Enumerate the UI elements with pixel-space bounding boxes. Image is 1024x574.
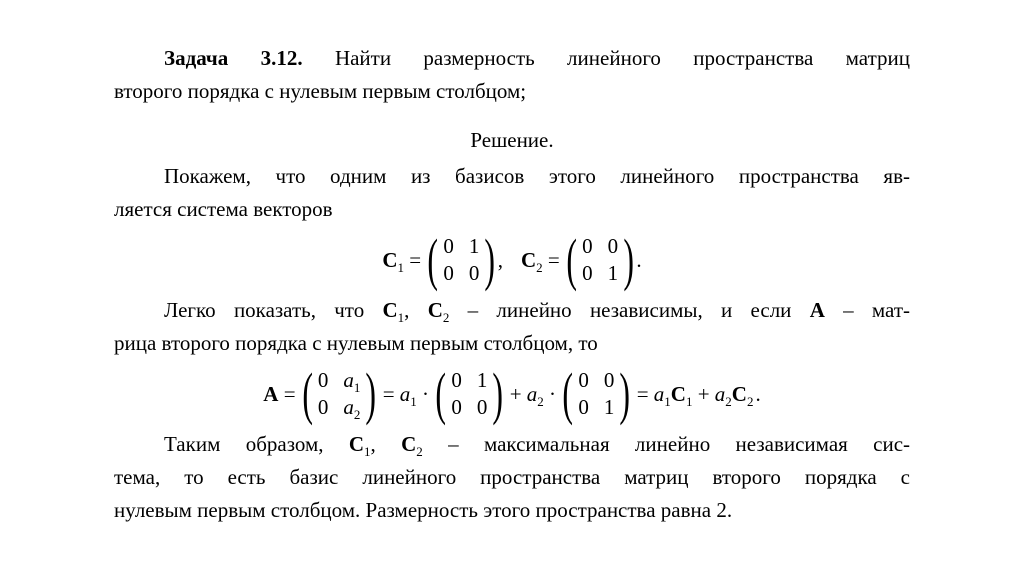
matrix-cell: 0 bbox=[578, 368, 589, 392]
period: . bbox=[636, 247, 642, 272]
matrix-left-paren: ( bbox=[566, 227, 577, 292]
matrix-cell: 0 bbox=[468, 261, 480, 285]
matrix-right-paren: ) bbox=[484, 227, 496, 292]
basis-paragraph-line-2: ляется система векторов bbox=[114, 197, 333, 221]
formula-expansion bbox=[114, 361, 910, 427]
period: . bbox=[755, 381, 761, 406]
conclusion-line-3: нулевым первым столбцом. Размерность этого пространства равна 2. bbox=[114, 498, 733, 522]
matrix-right-paren: ) bbox=[492, 361, 504, 426]
basis-paragraph-line-1: Покажем, что одним из базисов этого линейного пространства яв- bbox=[164, 164, 910, 188]
problem-statement-line-1: Задача 3.12. Найти размерность линейного пространства матриц bbox=[164, 46, 910, 70]
c2-equals: $C_2$ = bbox=[521, 247, 560, 275]
matrix-right-paren: ) bbox=[619, 361, 631, 426]
formula-basis-vectors bbox=[114, 227, 910, 293]
c1-equals: $C_1$ = bbox=[382, 247, 422, 275]
problem-statement-line-2: второго порядка с нулевым первым столбцом; bbox=[114, 79, 527, 103]
matrix-cell: 0 bbox=[451, 368, 462, 392]
equals-a1-times: = $a_1$ · bbox=[382, 381, 430, 409]
matrix-c2 bbox=[566, 227, 635, 292]
matrix-left-paren: ( bbox=[435, 361, 447, 426]
matrix-cell: 0 bbox=[582, 261, 593, 285]
matrix-left-paren: ( bbox=[427, 227, 439, 292]
matrix-c1-cells bbox=[438, 233, 484, 287]
matrix-cell: 0 bbox=[317, 395, 329, 419]
text-column bbox=[114, 42, 910, 527]
matrix-right-paren: ) bbox=[365, 361, 377, 426]
matrix-a bbox=[301, 361, 377, 426]
solution-heading: Решение. bbox=[470, 128, 554, 152]
matrix-cell: 0 bbox=[603, 368, 615, 392]
matrix-left-paren: ( bbox=[562, 361, 574, 426]
matrix-a-cells bbox=[313, 367, 366, 421]
comma-separator: , bbox=[497, 247, 503, 272]
independence-paragraph-line-2: рица второго порядка с нулевым первым столбцом, то bbox=[114, 331, 598, 355]
matrix-cell: $a_2$ bbox=[343, 395, 361, 422]
matrix-c2-cells bbox=[577, 233, 623, 287]
matrix-cell: 0 bbox=[317, 368, 329, 392]
matrix-left-paren: ( bbox=[301, 361, 313, 426]
a-equals: A = bbox=[263, 381, 296, 406]
matrix-c1-term bbox=[435, 361, 504, 426]
matrix-c2-term bbox=[562, 361, 631, 426]
equals-linear-combination: = $a_1C_1 + a_2C_2$ bbox=[636, 381, 754, 409]
matrix-cell: $a_1$ bbox=[343, 368, 361, 395]
matrix-right-paren: ) bbox=[623, 227, 635, 292]
matrix-cell: 0 bbox=[443, 261, 454, 285]
matrix-cell: 0 bbox=[582, 234, 593, 258]
matrix-c1-term-cells bbox=[446, 367, 492, 421]
matrix-c2-term-cells bbox=[573, 367, 619, 421]
conclusion-line-1: Таким образом, $C_1$, $C_2$ – максимальная линейно независимая сис- bbox=[164, 432, 911, 459]
matrix-cell: 0 bbox=[451, 395, 462, 419]
matrix-c1 bbox=[427, 227, 496, 292]
plus-a2-times: + $a_2$ · bbox=[509, 381, 557, 409]
matrix-cell: 1 bbox=[603, 395, 615, 419]
matrix-cell: 1 bbox=[607, 261, 619, 285]
matrix-cell: 1 bbox=[468, 234, 480, 258]
independence-paragraph-line-1: Легко показать, что $C_1$, $C_2$ – линейно независимы, и если A – мат- bbox=[164, 298, 911, 325]
matrix-cell: 0 bbox=[476, 395, 488, 419]
matrix-cell: 0 bbox=[607, 234, 619, 258]
matrix-cell: 1 bbox=[476, 368, 488, 392]
matrix-cell: 0 bbox=[578, 395, 589, 419]
conclusion-line-2: тема, то есть базис линейного пространства матриц второго порядка с bbox=[114, 465, 910, 489]
matrix-cell: 0 bbox=[443, 234, 454, 258]
